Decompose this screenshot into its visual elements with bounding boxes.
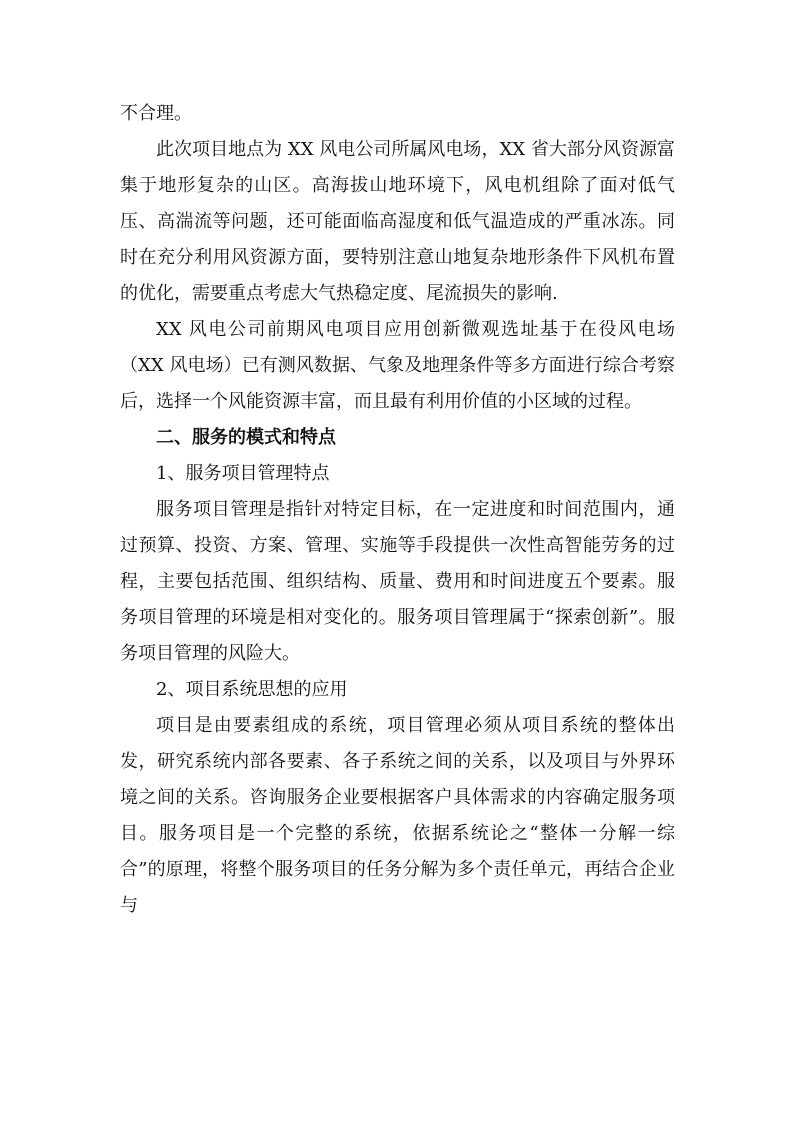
subsection-title-1: 1、服务项目管理特点 — [156, 463, 330, 484]
paragraph-continuation: 不合理。 — [120, 103, 192, 124]
subsection-title-2: 2、项目系统思想的应用 — [156, 679, 348, 700]
paragraph-micro-siting: XX 风电公司前期风电项目应用创新微观选址基于在役风电场（XX 风电场）已有测风数据、气象及地理条件等多方面进行综合考察后，选择一个风能资源丰富，而且最有利用价值的小区域的过程。 — [120, 319, 675, 412]
paragraph-project-location: 此次项目地点为 XX 风电公司所属风电场，XX 省大部分风资源富集于地形复杂的山区。高海拔山地环境下，风电机组除了面对低气压、高湍流等问题，还可能面临高湿度和低气温造成的严重冰冻。同时在充分利用风资源方面，要特别注意山地复杂地形条件下风机布置的优化，需要重点考虑大气热稳定度、尾流损失的影响. — [120, 139, 675, 304]
section-heading: 二、服务的模式和特点 — [156, 427, 336, 448]
paragraph-system-thinking: 项目是由要素组成的系统，项目管理必须从项目系统的整体出发，研究系统内部各要素、各子系统之间的关系，以及项目与外界环境之间的关系。咨询服务企业要根据客户具体需求的内容确定服务项目。服务项目是一个完整的系统，依据系统论之“整体一分解一综合”的原理，将整个服务项目的任务分解为多个责任单元，再结合企业与 — [120, 715, 675, 916]
paragraph-service-management: 服务项目管理是指针对特定目标，在一定进度和时间范围内，通过预算、投资、方案、管理、实施等手段提供一次性高智能劳务的过程，主要包括范围、组织结构、质量、费用和时间进度五个要素。服务项目管理的环境是相对变化的。服务项目管理属于“探索创新”。服务项目管理的风险大。 — [120, 499, 675, 664]
document-body — [120, 96, 675, 924]
